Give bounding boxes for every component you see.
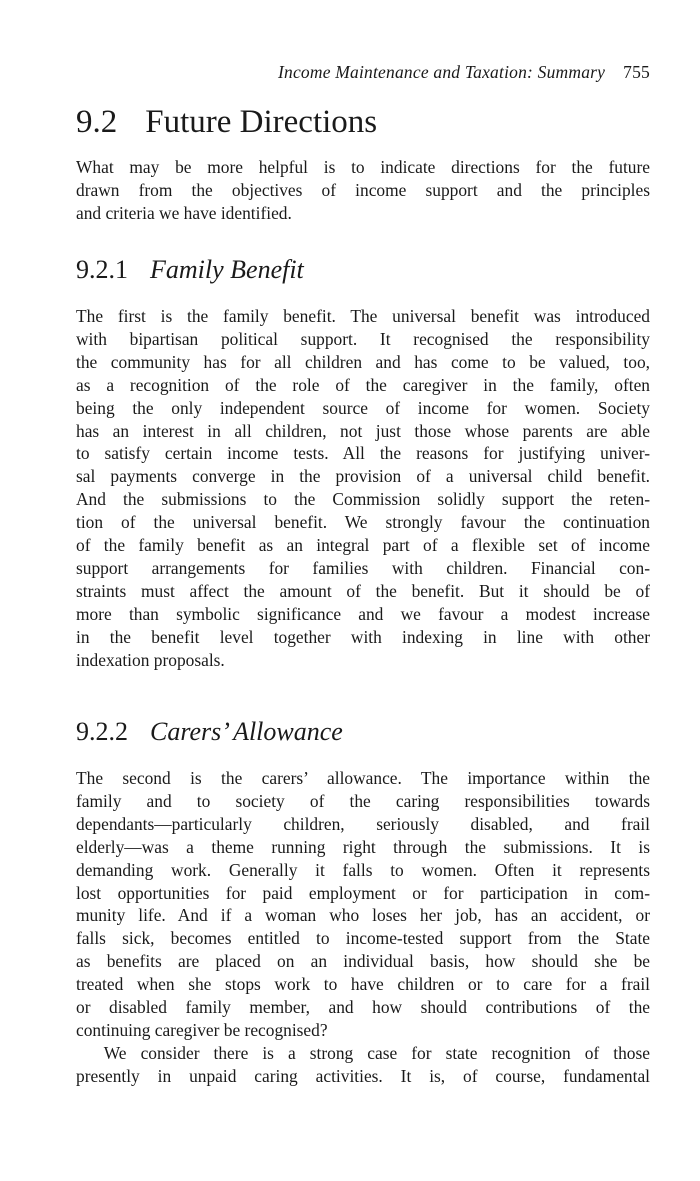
subsection-number: 9.2.1	[76, 255, 128, 284]
text-line: and criteria we have identified.	[76, 202, 292, 223]
text-line: more than symbolic significance and we favour a modest increase	[76, 603, 650, 624]
subsection-title: Family Benefit	[150, 255, 304, 284]
intro-paragraph	[76, 156, 650, 225]
text-line: as a recognition of the role of the caregiver in the family, often	[76, 374, 650, 395]
family-benefit-paragraph	[76, 305, 650, 672]
text-line: drawn from the objectives of income support and the principles	[76, 179, 650, 200]
text-line: indexation proposals.	[76, 649, 225, 670]
text-line: or disabled family member, and how should contributions of the	[76, 997, 650, 1018]
text-line: elderly—was a theme running right through the submissions. It is	[76, 836, 650, 857]
text-line: tion of the universal benefit. We strongly favour the continuation	[76, 512, 650, 533]
text-line: And the submissions to the Commission solidly support the reten-	[76, 489, 650, 510]
text-line: The second is the carers’ allowance. The importance within the	[76, 768, 650, 788]
running-head-title: Income Maintenance and Taxation: Summary	[277, 62, 606, 82]
subsection-heading-family-benefit	[76, 255, 304, 285]
text-line: straints must affect the amount of the benefit. But it should be of	[76, 580, 650, 601]
running-head	[278, 62, 650, 83]
section-heading	[76, 104, 377, 141]
section-title: Future Directions	[145, 104, 378, 140]
subsection-number: 9.2.2	[76, 717, 128, 746]
text-line: We consider there is a strong case for state recognition of those	[76, 1042, 650, 1063]
subsection-heading-carers-allowance	[76, 717, 343, 747]
text-line: munity life. And if a woman who loses her job, has an accident, or	[76, 905, 650, 926]
text-line: sal payments converge in the provision of a universal child benefit.	[76, 466, 650, 487]
text-line: support arrangements for families with children. Financial con-	[76, 557, 650, 578]
text-line: as benefits are placed on an individual basis, how should she be	[76, 951, 650, 972]
text-line: The first is the family benefit. The universal benefit was introduced	[76, 306, 650, 326]
text-line: to satisfy certain income tests. All the reasons for justifying univer-	[76, 443, 650, 464]
text-line: treated when she stops work to have children or to care for a frail	[76, 974, 650, 995]
text-line: being the only independent source of income for women. Society	[76, 397, 650, 418]
text-line: of the family benefit as an integral part of a flexible set of income	[76, 535, 650, 556]
carers-allowance-paragraph	[76, 767, 650, 1088]
text-line: continuing caregiver be recognised?	[76, 1019, 328, 1040]
text-line: dependants—particularly children, seriously disabled, and frail	[76, 813, 650, 834]
section-number: 9.2	[76, 104, 118, 140]
text-line: What may be more helpful is to indicate directions for the future	[76, 157, 650, 177]
text-line: the community has for all children and has come to be valued, too,	[76, 351, 650, 372]
page-number: 755	[623, 62, 650, 82]
text-line: in the benefit level together with indexing in line with other	[76, 626, 650, 647]
text-line: lost opportunities for paid employment or for participation in com-	[76, 882, 650, 903]
subsection-title: Carers’ Allowance	[150, 717, 343, 746]
text-line: family and to society of the caring responsibilities towards	[76, 790, 650, 811]
text-line: with bipartisan political support. It recognised the responsibility	[76, 328, 650, 349]
text-line: demanding work. Generally it falls to women. Often it represents	[76, 859, 650, 880]
text-line: falls sick, becomes entitled to income-tested support from the State	[76, 928, 650, 949]
text-line: has an interest in all children, not just those whose parents are able	[76, 420, 650, 441]
text-line: presently in unpaid caring activities. It is, of course, fundamental	[76, 1065, 650, 1086]
